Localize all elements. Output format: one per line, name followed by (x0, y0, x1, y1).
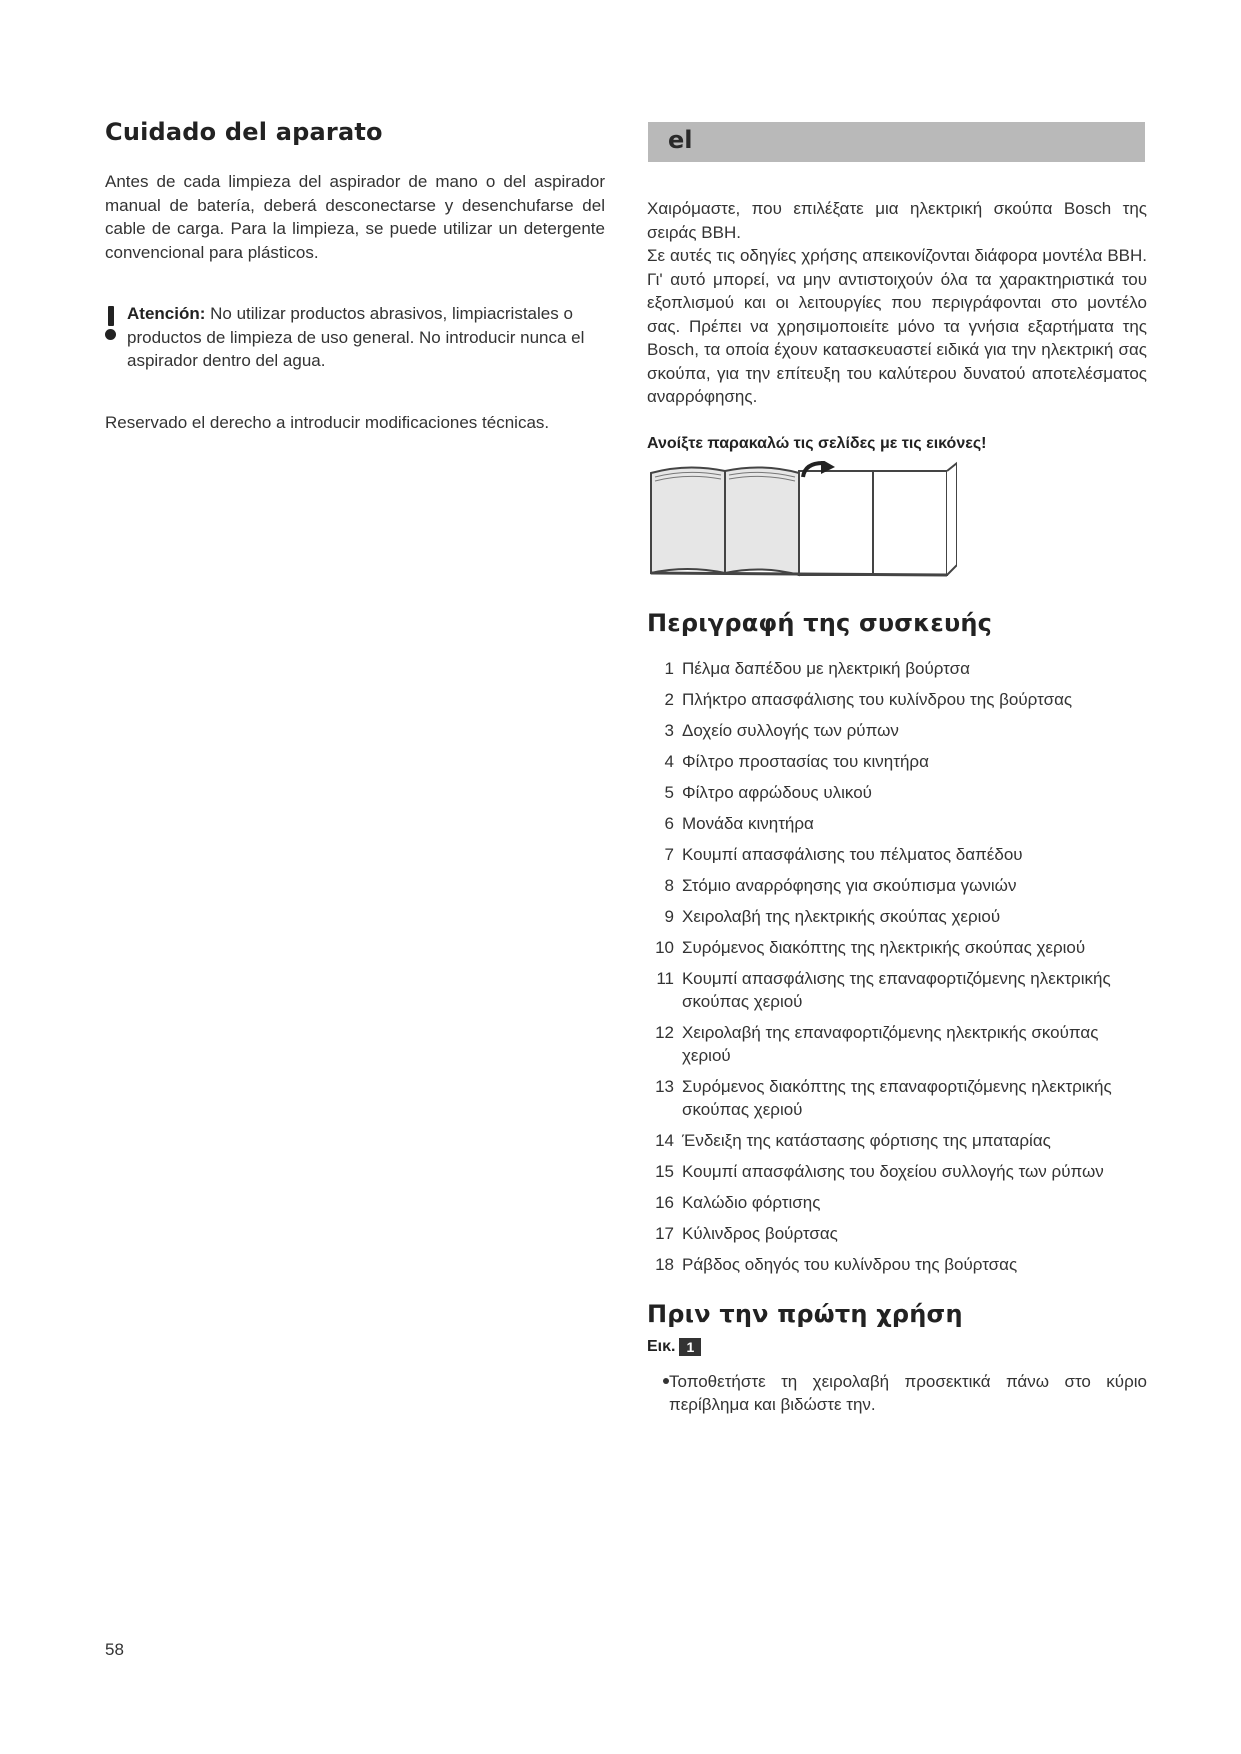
language-code: el (668, 126, 693, 154)
care-paragraph: Antes de cada limpieza del aspirador de mano o del aspirador manual de batería, deberá desconectarse y desenchufarse del cable de carga. Para la limpieza, se puede utilizar un detergente convencional para plásticos. (105, 172, 605, 262)
warning-text: No utilizar productos abrasivos, limpiacristales o productos de limpieza de uso general. No introducir nunca el aspirador dentro del agua. (127, 304, 585, 370)
right-column (647, 197, 1147, 1416)
section-title-description: Περιγραφή της συσκευής (647, 608, 993, 637)
list-item: 12 Χειρολαβή της επαναφορτιζόμενης ηλεκτρικής σκούπας χεριού (655, 1022, 1099, 1065)
list-item: 6 Μονάδα κινητήρα (664, 813, 814, 833)
list-item: 3 Δοχείο συλλογής των ρύπων (664, 720, 899, 740)
warning-label: Atención: (127, 304, 206, 323)
parts-list (653, 657, 1147, 1276)
list-item: 1 Πέλμα δαπέδου με ηλεκτρική βούρτσα (664, 658, 970, 678)
list-item: 18 Ράβδος οδηγός του κυλίνδρου της βούρτσας (655, 1254, 1018, 1274)
foldout-panel-2 (873, 471, 947, 575)
list-item: 15 Κουμπί απασφάλισης του δοχείου συλλογής των ρύπων (655, 1161, 1104, 1181)
foldout-pages-illustration (647, 461, 957, 581)
list-item: 13 Συρόμενος διακόπτης της επαναφορτιζόμενης ηλεκτρικής σκούπας χεριού (655, 1076, 1112, 1119)
language-header-bar (648, 122, 1145, 162)
intro-paragraph-2: Σε αυτές τις οδηγίες χρήσης απεικονίζονται διάφορα μοντέλα BBH. Γι' αυτό μπορεί, να μην αντιστοιχούν όλα τα χαρακτηριστικά του εξοπλισμού και οι λειτουργίες που περιγράφονται στο μοντέλο σας. Πρέπει να χρησιμοποιείτε μόνο τα γνήσια εξαρτήματα της Bosch, τα οποία έχουν κατασκευαστεί ειδικά για την ηλεκτρική σας σκούπα, για την επίτευξη του καλύτερου δυνατού αποτελέσματος αναρρόφησης. (647, 246, 1147, 406)
list-item: 11 Κουμπί απασφάλισης της επαναφορτιζόμενης ηλεκτρικής σκούπας χεριού (656, 968, 1111, 1011)
list-item: 4 Φίλτρο προστασίας του κινητήρα (664, 751, 929, 771)
figure-label: Εικ. (647, 1337, 676, 1355)
list-item: 5 Φίλτρο αφρώδους υλικού (664, 782, 872, 802)
figure-reference (647, 1338, 1147, 1356)
foldout-panel-1 (799, 471, 873, 575)
list-item: 17 Κύλινδρος βούρτσας (655, 1223, 838, 1243)
list-item: 9 Χειρολαβή της ηλεκτρικής σκούπας χεριού (664, 906, 1001, 926)
list-item: 7 Κουμπί απασφάλισης του πέλματος δαπέδου (664, 844, 1023, 864)
figure-number-badge: 1 (679, 1338, 701, 1356)
open-pages-note: Ανοίξτε παρακαλώ τις σελίδες με τις εικόνες! (647, 434, 987, 452)
list-item: 10 Συρόμενος διακόπτης της ηλεκτρικής σκούπας χεριού (655, 937, 1086, 957)
page-number: 58 (105, 1640, 124, 1659)
warning-block (105, 302, 605, 373)
list-item: 16 Καλώδιο φόρτισης (655, 1192, 821, 1212)
exclamation-icon (105, 306, 117, 340)
list-item: 2 Πλήκτρο απασφάλισης του κυλίνδρου της βούρτσας (664, 689, 1073, 709)
intro-paragraph-1: Χαιρόμαστε, που επιλέξατε μια ηλεκτρική σκούπα Bosch της σειράς BBH. (647, 199, 1147, 242)
first-use-step: Τοποθετήστε τη χειρολαβή προσεκτικά πάνω στο κύριο περίβλημα και βιδώστε την. (647, 1370, 1147, 1416)
list-item: 14 Ένδειξη της κατάστασης φόρτισης της μπαταρίας (655, 1130, 1051, 1150)
section-title-first-use: Πριν την πρώτη χρήση (647, 1299, 963, 1328)
left-column (105, 118, 605, 434)
reserved-rights-paragraph: Reservado el derecho a introducir modificaciones técnicas. (105, 412, 550, 432)
book-right-page (725, 467, 799, 575)
book-left-page (651, 467, 725, 573)
list-item: 8 Στόμιο αναρρόφησης για σκούπισμα γωνιών (664, 875, 1017, 895)
section-title-care: Cuidado del aparato (105, 118, 383, 146)
